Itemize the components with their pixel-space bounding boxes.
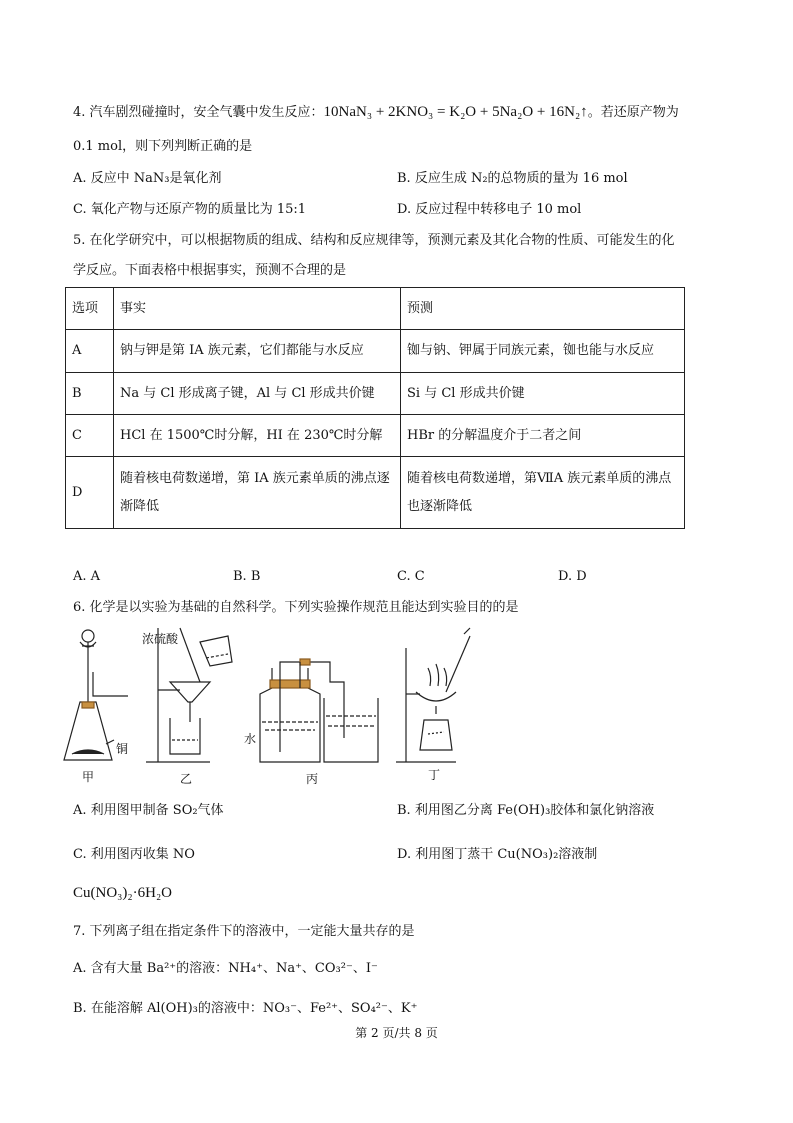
label-concentrated-sulfuric-acid: 浓硫酸	[142, 632, 179, 646]
q7-option-a: A. 含有大量 Ba²⁺的溶液：NH₄⁺、Na⁺、CO₃²⁻、I⁻	[73, 961, 378, 976]
q6-option-d: D. 利用图丁蒸干 Cu(NO₃)₂溶液制	[397, 847, 598, 862]
table-header-cell: 预测	[401, 288, 685, 330]
table-cell: 铷与钠、钾属于同族元素，铷也能与水反应	[401, 330, 685, 373]
table-cell: HCl 在 1500℃时分解，HI 在 230℃时分解	[114, 415, 401, 457]
q6-option-b: B. 利用图乙分离 Fe(OH)₃胶体和氯化钠溶液	[397, 803, 655, 818]
table-row	[66, 457, 685, 529]
q4-equation: 10NaN₃ + 2KNO₃ = K₂O + 5Na₂O + 16N₂↑	[323, 104, 588, 120]
table-cell: Si 与 Cl 形成共价键	[401, 373, 685, 415]
table-cell: Na 与 Cl 形成离子键，Al 与 Cl 形成共价键	[114, 373, 401, 415]
q4-stem-b: 。若还原产物为	[587, 105, 679, 120]
q6-option-a: A. 利用图甲制备 SO₂气体	[73, 803, 224, 818]
page-footer: 第 2 页/共 8 页	[355, 1026, 438, 1040]
q5-option-c: C. C	[397, 569, 425, 584]
table-row	[66, 373, 685, 415]
table-header-cell: 选项	[66, 288, 114, 330]
table-row	[66, 415, 685, 457]
q4-stem-line2: 0.1 mol，则下列判断正确的是	[73, 139, 253, 154]
caption-jia: 甲	[82, 770, 95, 784]
table-cell: 随着核电荷数递增，第ⅦA 族元素单质的沸点也逐渐降低	[401, 457, 685, 529]
q4-stem-line1	[73, 103, 679, 122]
table-cell: A	[66, 330, 114, 373]
q5-option-a: A. A	[73, 569, 101, 584]
q6-option-c: C. 利用图丙收集 NO	[73, 847, 195, 862]
label-water: 水	[244, 732, 257, 746]
table-cell: HBr 的分解温度介于二者之间	[401, 415, 685, 457]
q6-stem: 6. 化学是以实验为基础的自然科学。下列实验操作规范且能达到实验目的的是	[73, 600, 519, 615]
q6-apparatus-figure	[60, 622, 480, 792]
q5-stem-line2: 学反应。下面表格中根据事实，预测不合理的是	[73, 263, 347, 278]
table-cell: B	[66, 373, 114, 415]
q4-stem-a: 4. 汽车剧烈碰撞时，安全气囊中发生反应：	[73, 105, 324, 120]
table-cell: 钠与钾是第 IA 族元素，它们都能与水反应	[114, 330, 401, 373]
filtration-stand-yi	[146, 628, 232, 762]
q4-option-a: A. 反应中 NaN₃是氧化剂	[73, 171, 222, 186]
q6-option-d-continued: Cu(NO₃)₂·6H₂O	[73, 885, 173, 901]
table-header-row	[66, 288, 685, 330]
gas-collection-bing	[260, 659, 378, 762]
q5-stem-line1: 5. 在化学研究中，可以根据物质的组成、结构和反应规律等，预测元素及其化合物的性质、可能发生的化	[73, 233, 675, 248]
evaporation-stand-ding	[396, 628, 470, 762]
apparatus-drawings	[60, 622, 480, 792]
q5-table	[65, 287, 685, 529]
label-copper: 铜	[116, 742, 129, 756]
table-cell: D	[66, 457, 114, 529]
table-cell: 随着核电荷数递增，第 IA 族元素单质的沸点逐渐降低	[114, 457, 401, 529]
caption-ding: 丁	[428, 768, 441, 782]
caption-yi: 乙	[180, 772, 193, 786]
q4-option-d: D. 反应过程中转移电子 10 mol	[397, 202, 582, 217]
q7-stem: 7. 下列离子组在指定条件下的溶液中，一定能大量共存的是	[73, 924, 415, 939]
table-header-cell: 事实	[114, 288, 401, 330]
table-cell: C	[66, 415, 114, 457]
q4-option-c: C. 氧化产物与还原产物的质量比为 15:1	[73, 202, 307, 217]
q5-option-b: B. B	[233, 569, 261, 584]
q7-option-b: B. 在能溶解 Al(OH)₃的溶液中：NO₃⁻、Fe²⁺、SO₄²⁻、K⁺	[73, 1001, 418, 1016]
q4-option-b: B. 反应生成 N₂的总物质的量为 16 mol	[397, 171, 628, 186]
table-row	[66, 330, 685, 373]
q5-option-d: D. D	[558, 569, 587, 584]
caption-bing: 丙	[306, 772, 319, 786]
